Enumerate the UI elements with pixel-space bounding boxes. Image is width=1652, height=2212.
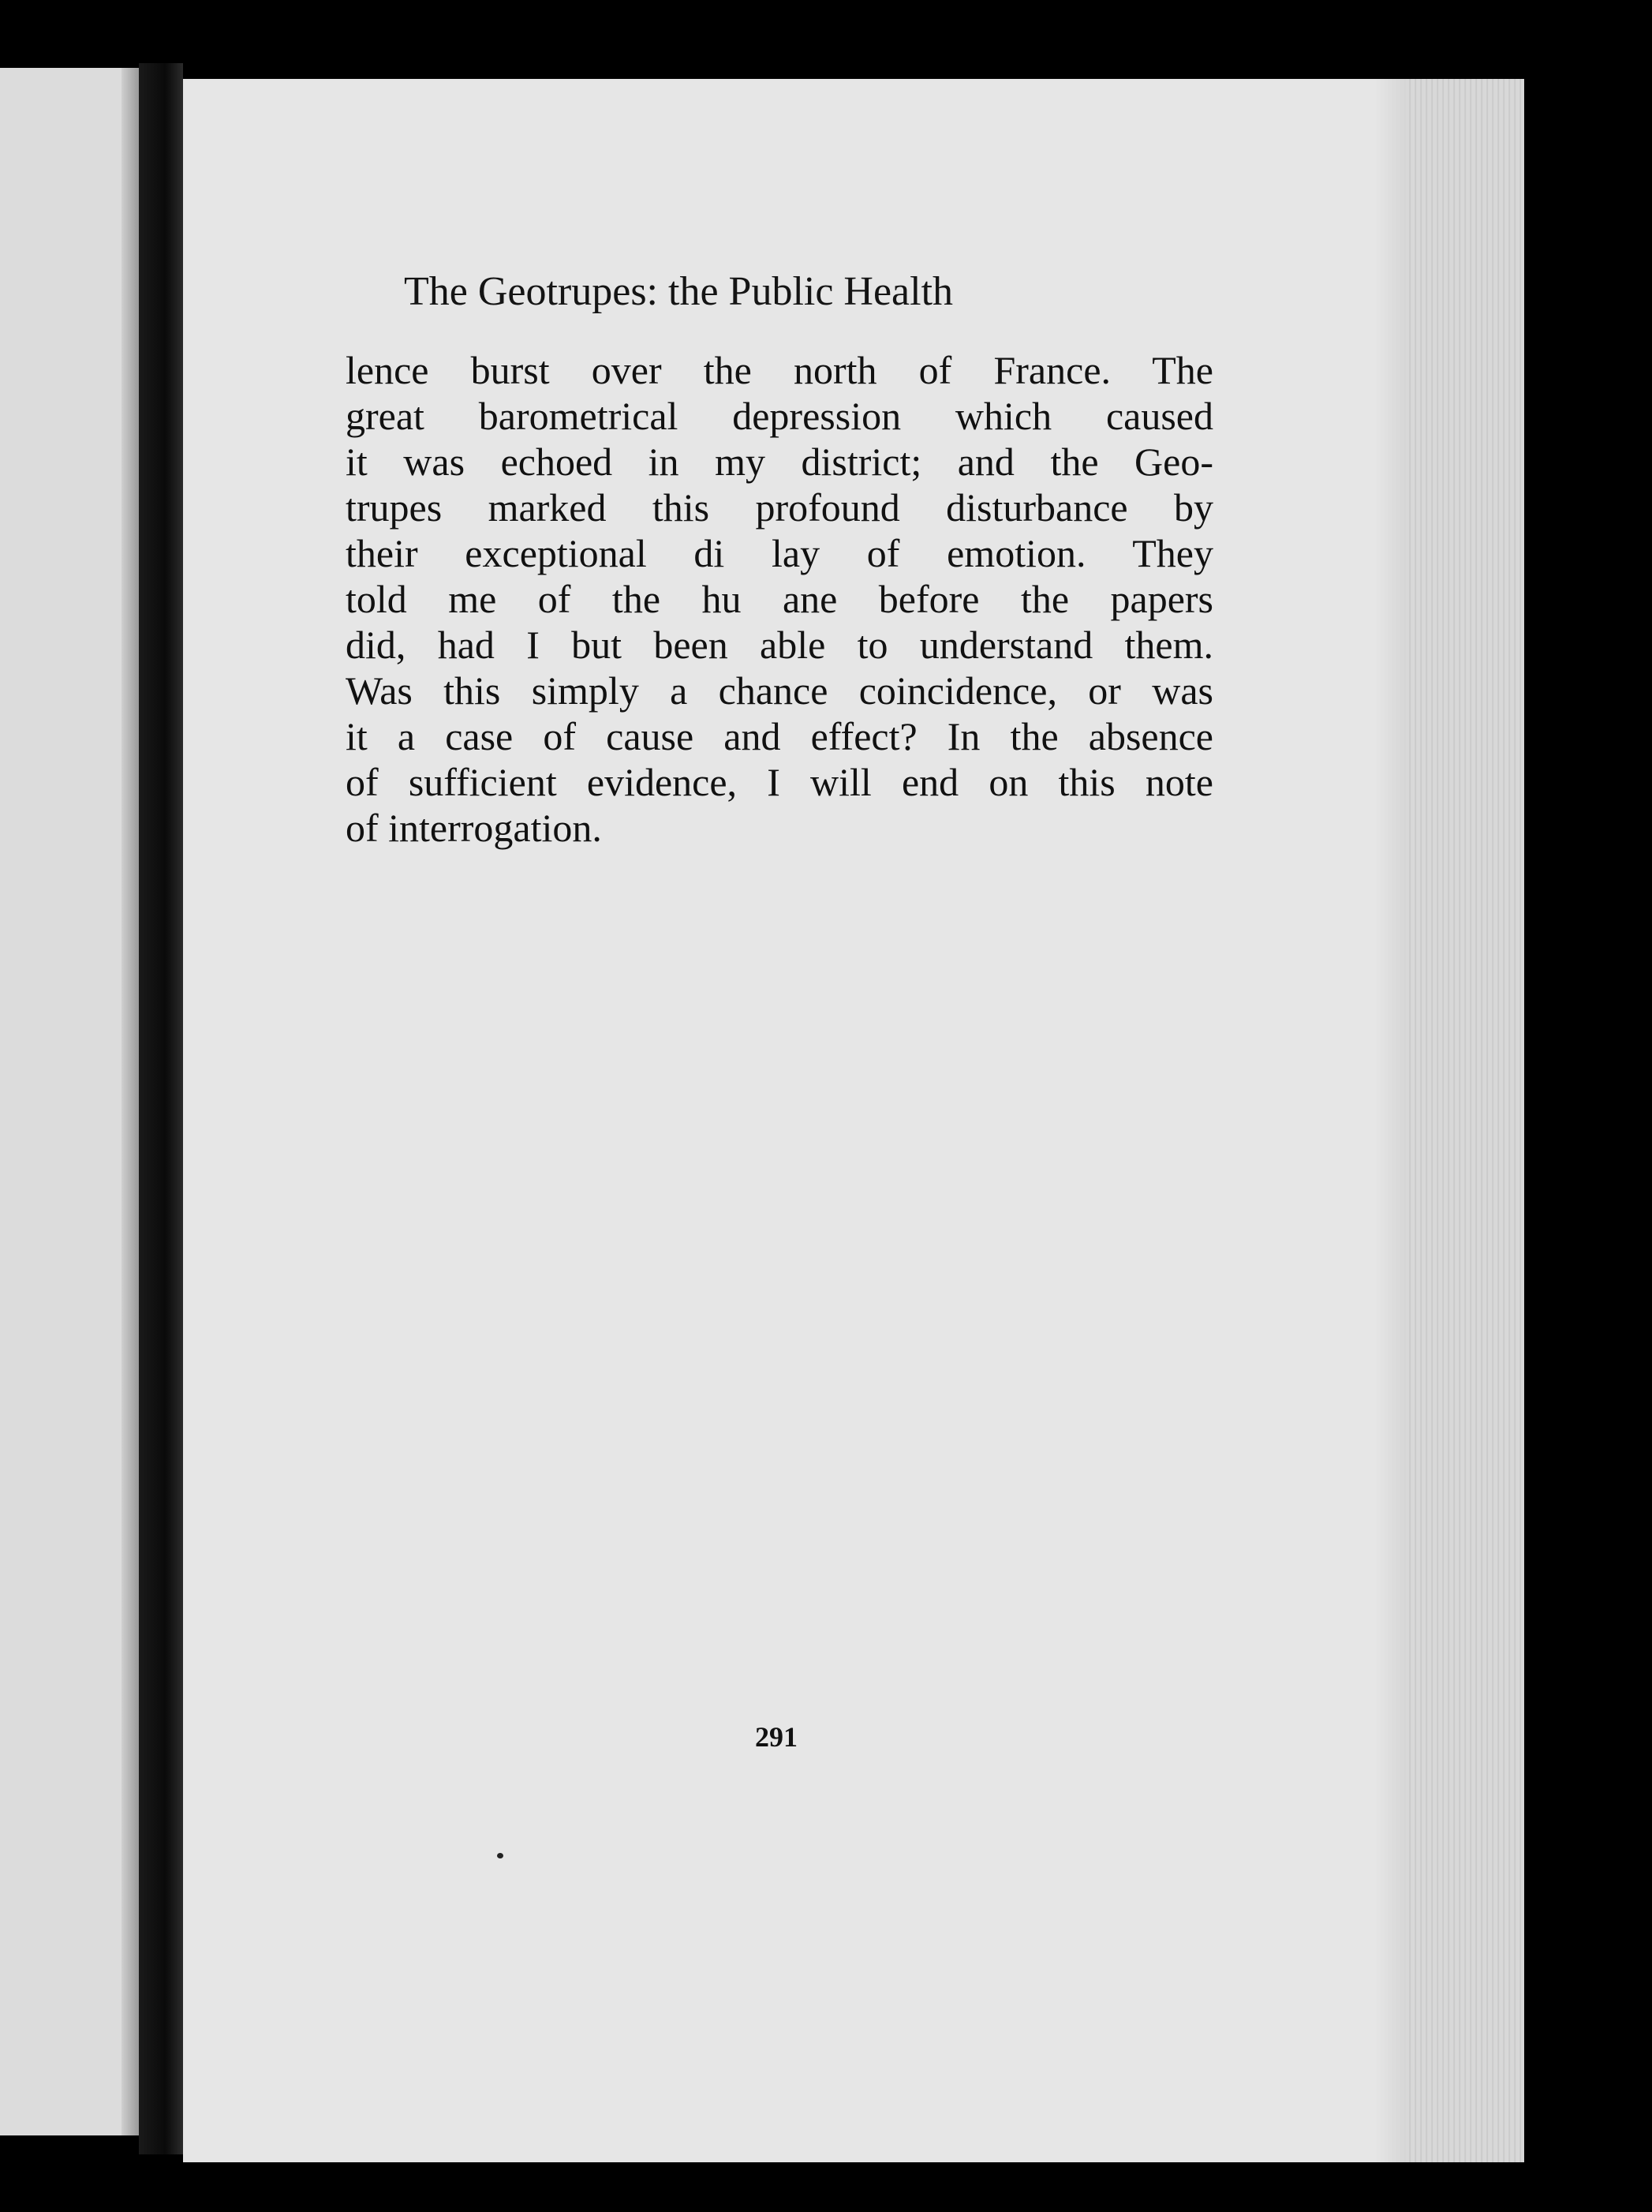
text-line: it a case of cause and effect? In the absence <box>346 714 1213 758</box>
text-line: told me of the hu ane before the papers <box>346 577 1213 621</box>
book-page <box>183 79 1524 2162</box>
left-page <box>0 68 139 2135</box>
ink-speck <box>497 1853 503 1858</box>
left-page-shadow <box>121 68 139 2135</box>
text-line: of sufficient evidence, I will end on this note <box>346 760 1213 804</box>
book-gutter <box>139 63 183 2154</box>
running-head: The Geotrupes: the Public Health <box>404 269 954 314</box>
text-line: of interrogation. <box>346 806 602 850</box>
page-stack-edge <box>1406 79 1524 2162</box>
text-line: their exceptional di lay of emotion. They <box>346 531 1213 575</box>
text-line: Was this simply a chance coincidence, or was <box>346 668 1213 713</box>
page-number: 291 <box>755 1721 798 1753</box>
page-edge-shadow <box>1374 79 1406 2162</box>
text-line: trupes marked this profound disturbance by <box>346 485 1213 530</box>
scan-border <box>0 2162 1652 2212</box>
body-paragraph <box>346 347 1213 851</box>
text-line: did, had I but been able to understand them. <box>346 623 1213 667</box>
text-line: it was echoed in my district; and the Geo- <box>346 440 1213 484</box>
text-line: lence burst over the north of France. The <box>346 348 1213 392</box>
text-line: great barometrical depression which caused <box>346 394 1213 438</box>
